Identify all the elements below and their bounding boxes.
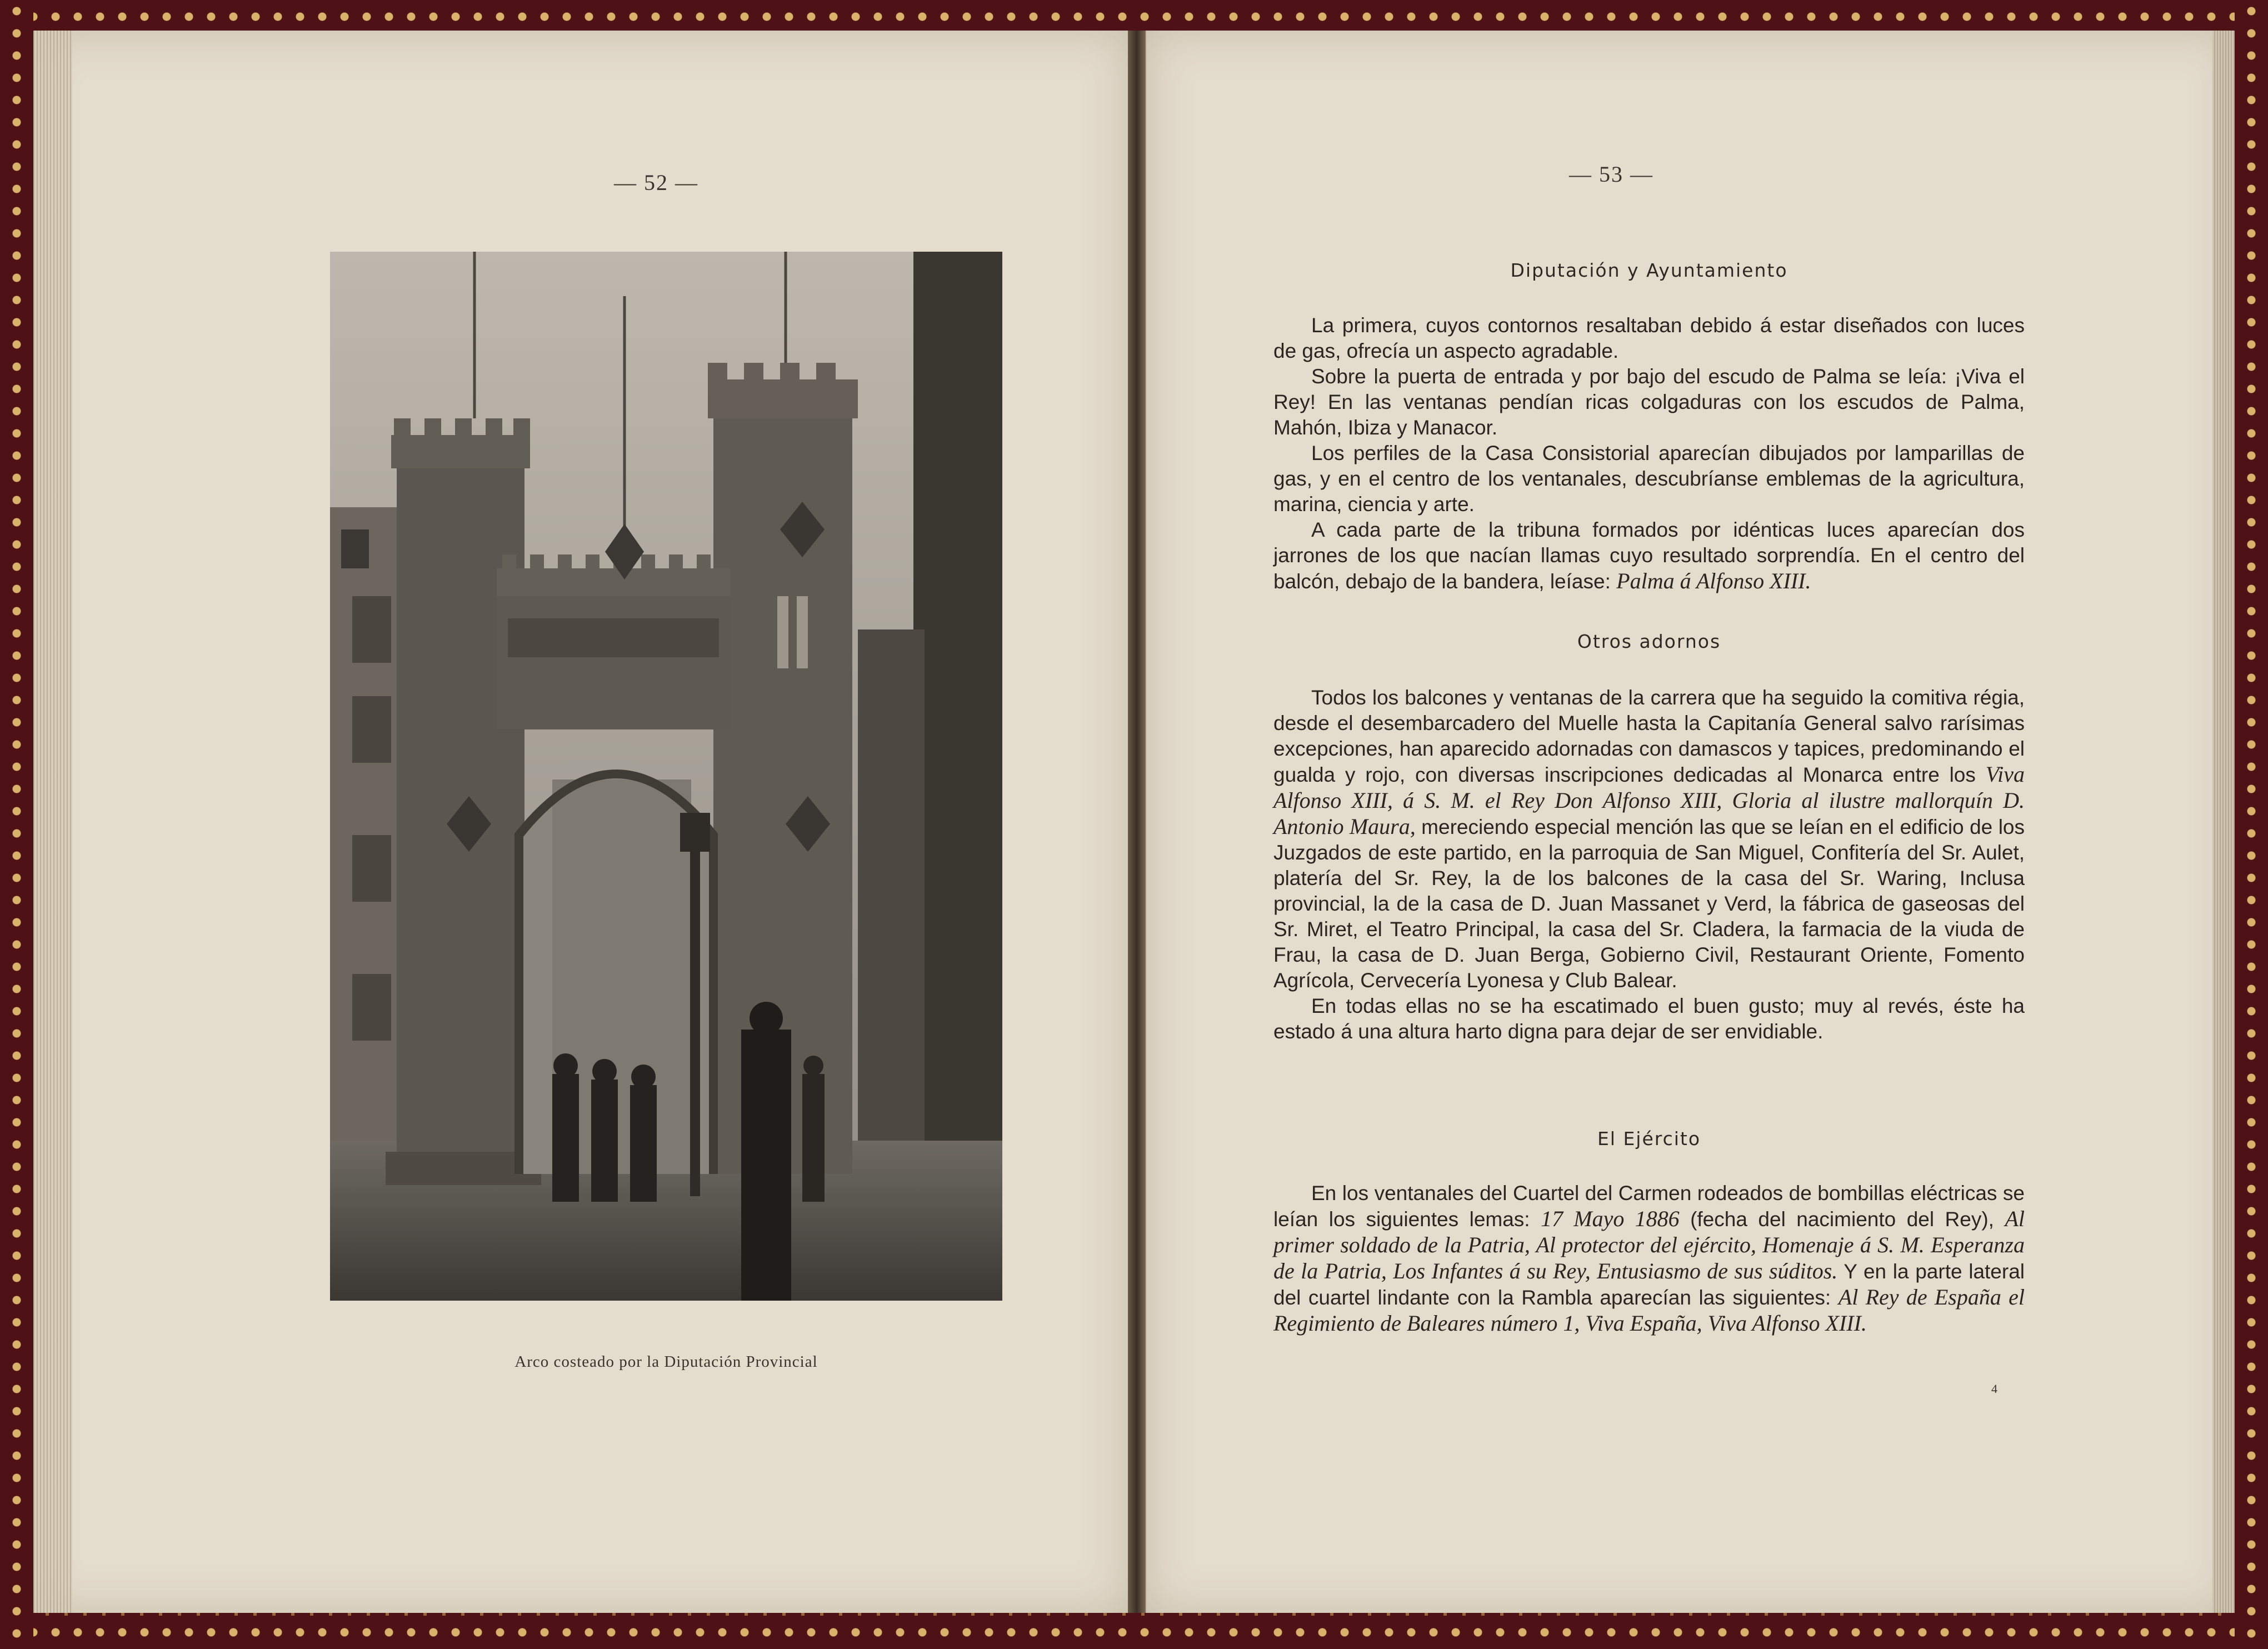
section-text-diputacion: [1273, 313, 2025, 594]
book-gutter: [1128, 31, 1146, 1613]
gilt-border-left: [0, 0, 33, 1649]
page-number-right: — 53 —: [1569, 162, 1653, 187]
paragraph: Los perfiles de la Casa Consistorial aparecían dibujados por lamparillas de gas, y en el centro de los ventanales, descubríanse emblemas de la agricultura, marina, ciencia y arte.: [1273, 442, 2025, 516]
paragraph: Sobre la puerta de entrada y por bajo del escudo de Palma se leía: ¡Viva el Rey! En las ventanas pendían ricas colgaduras con los escudos de Palma, Mahón, Ibiza y Manacor.: [1273, 365, 2025, 439]
section-text-otros-adornos: [1273, 685, 2025, 1045]
italic-inscription: Al Rey de España el Regimiento de Baleares número 1, Viva España, Viva Alfonso XIII.: [1273, 1285, 2025, 1336]
signature-mark: 4: [1991, 1382, 1997, 1396]
paragraph-text: mereciendo especial mención las que se leían en el edificio de los Juzgados de este partido, en la parroquia de San Miguel, Confitería del Sr. Aulet, platería del Sr. Rey, la de los balcones de la casa del Sr. Waring, Inclusa provincial, la de la casa de D. Juan Massanet y Verd, la fábrica de gaseosas del Sr. Miret, el Teatro Principal, la casa del Sr. Cladera, la farmacia de la viuda de Frau, la casa de D. Juan Berga, Gobierno Civil, Restaurant Oriente, Fomento Agrícola, Cervecería Lyonesa y Club Balear.: [1273, 816, 2025, 992]
paragraph-text: (fecha del nacimiento del Rey),: [1679, 1208, 2005, 1231]
section-title-el-ejercito: El Ejército: [1597, 1128, 1701, 1150]
paragraph: [1273, 1181, 2025, 1337]
right-page: [1146, 31, 2235, 1613]
photo-caption: Arco costeado por la Diputación Provincial: [514, 1353, 818, 1371]
page-edge-left: [33, 31, 72, 1613]
section-title-diputacion: Diputación y Ayuntamiento: [1510, 259, 1788, 281]
section-text-el-ejercito: [1273, 1181, 2025, 1337]
photograph-arch: [330, 252, 1002, 1301]
italic-inscription: Al primer soldado de la Patria, Al protector del ejército, Homenaje á S. M. Esperanza de la Patria, Los Infantes á su Rey, Entusiasmo de sus súditos.: [1273, 1206, 2025, 1283]
left-page: [33, 31, 1129, 1613]
gilt-border-top: [0, 0, 2268, 33]
section-title-otros-adornos: Otros adornos: [1577, 631, 1721, 652]
gilt-border-right: [2235, 0, 2268, 1649]
italic-inscription: 17 Mayo 1886: [1541, 1206, 1680, 1231]
paragraph: En todas ellas no se ha escatimado el buen gusto; muy al revés, éste ha estado á una altura harto digna para dejar de ser envidiable.: [1273, 995, 2025, 1043]
arch-photo-illustration: [330, 252, 1002, 1301]
paragraph: [1273, 517, 2025, 594]
paragraph: La primera, cuyos contornos resaltaban debido á estar diseñados con luces de gas, ofrecía un aspecto agradable.: [1273, 314, 2025, 362]
paragraph-text: A cada parte de la tribuna formados por idénticas luces aparecían dos jarrones de los que nacían llamas cuyo resultado sorprendía. En el centro del balcón, debajo de la bandera, leíase:: [1273, 518, 2025, 593]
paragraph-text: En los ventanales del Cuartel del Carmen rodeados de bombillas eléctricas se leían los siguientes lemas:: [1273, 1182, 2025, 1231]
page-edge-right: [2212, 31, 2235, 1613]
paragraph: [1273, 685, 2025, 993]
paragraph-text: Y en la parte lateral del cuartel lindante con la Rambla aparecían las siguientes:: [1273, 1260, 2025, 1309]
italic-inscription: Palma á Alfonso XIII.: [1616, 568, 1811, 593]
gilt-border-bottom: [0, 1616, 2268, 1649]
page-number-left: — 52 —: [614, 170, 698, 195]
paragraph-text: Todos los balcones y ventanas de la carrera que ha seguido la comitiva régia, desde el desembarcadero del Muelle hasta la Capitanía General salvo rarísimas excepciones, han aparecido adornadas con damascos y tapices, predominando el gualda y rojo, con diversas inscripciones dedicadas al Monarca entre los: [1273, 686, 2025, 786]
italic-inscription: Viva Alfonso XIII, á S. M. el Rey Don Alfonso XIII, Gloria al ilustre mallorquín D. Antonio Maura,: [1273, 762, 2025, 839]
